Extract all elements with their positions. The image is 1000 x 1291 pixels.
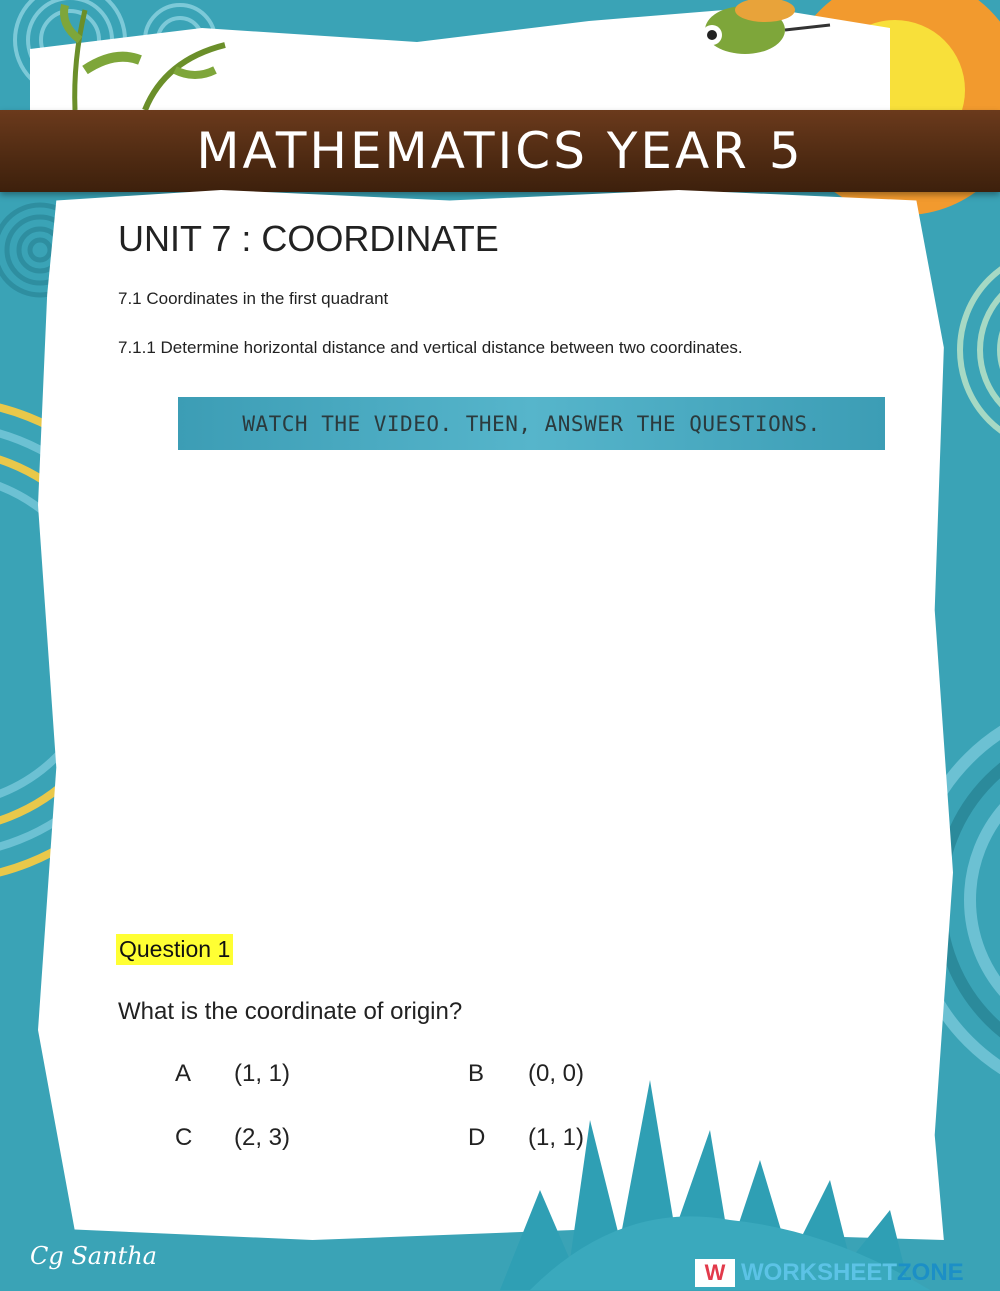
option-d-letter: D — [468, 1124, 486, 1151]
brand-logo[interactable] — [695, 1258, 964, 1288]
seaweed-bottom-icon — [500, 1060, 960, 1290]
unit-title: UNIT 7 : COORDINATE — [118, 218, 499, 259]
option-c-value[interactable]: (2, 3) — [234, 1124, 291, 1151]
title-plank — [0, 110, 1000, 192]
brand-w-icon: W — [695, 1259, 735, 1287]
subtopic-text: 7.1 Coordinates in the first quadrant — [118, 289, 389, 308]
option-d-value[interactable]: (1, 1) — [528, 1124, 585, 1151]
question-text: What is the coordinate of origin? — [118, 998, 463, 1025]
brand-main: WORKSHEET — [741, 1259, 897, 1286]
option-c-letter: C — [175, 1124, 193, 1151]
option-b-value[interactable]: (0, 0) — [528, 1060, 585, 1087]
brand-zone: ZONE — [897, 1259, 964, 1286]
seaweed-icon — [55, 0, 255, 115]
instruction-text: WATCH THE VIDEO. THEN, ANSWER THE QUESTIONS. — [242, 411, 821, 436]
learning-standard-text: 7.1.1 Determine horizontal distance and vertical distance between two coordinates. — [118, 338, 743, 357]
option-a-letter: A — [175, 1060, 192, 1087]
worksheet-title: MATHEMATICS YEAR 5 — [196, 122, 804, 180]
option-b-letter: B — [468, 1060, 485, 1087]
brand-text — [741, 1259, 964, 1287]
instruction-banner — [178, 397, 885, 450]
author-signature: Cg Santha — [30, 1242, 157, 1270]
video-placeholder[interactable] — [120, 460, 880, 920]
question-label: Question 1 — [116, 934, 233, 965]
bird-icon — [690, 0, 840, 70]
option-a-value[interactable]: (1, 1) — [234, 1060, 291, 1087]
